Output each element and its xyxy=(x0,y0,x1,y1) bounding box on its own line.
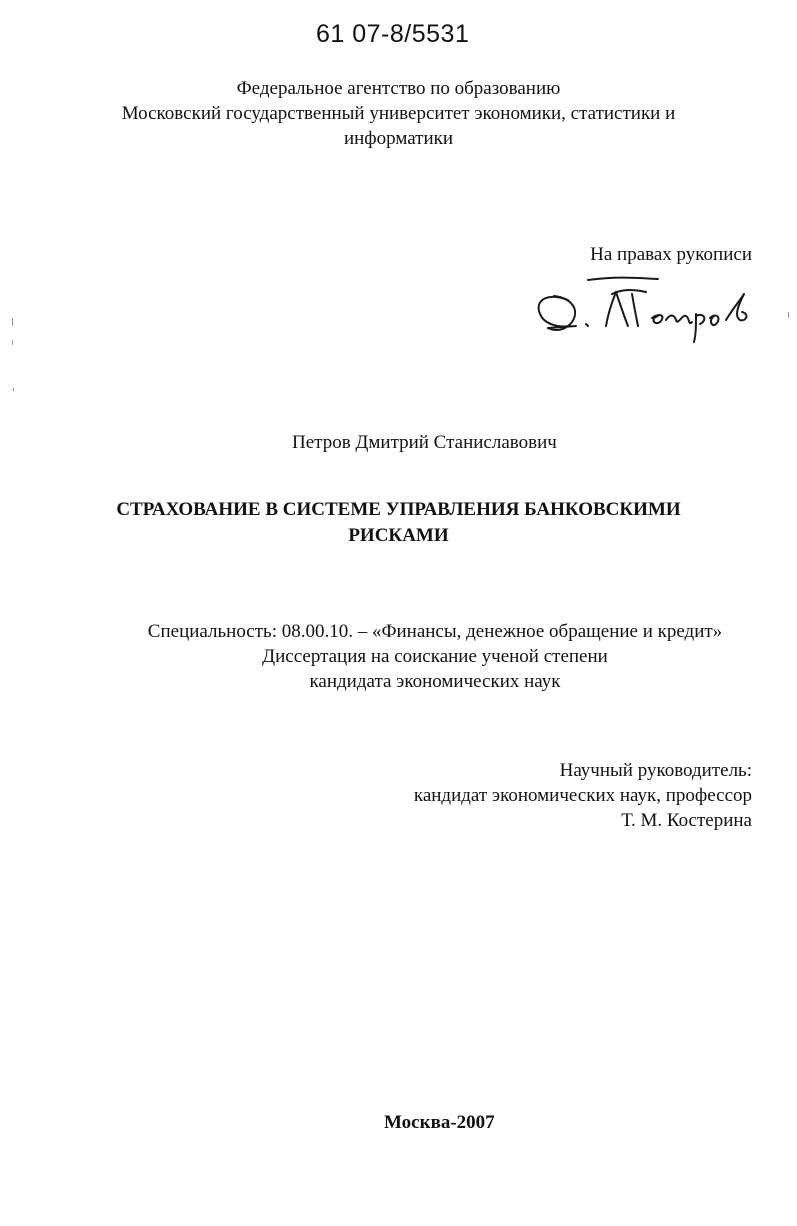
specialty-code: Специальность: 08.00.10. – «Финансы, денежное обращение и кредит» xyxy=(147,621,723,642)
degree-purpose: Диссертация на соискание ученой степени xyxy=(262,646,608,667)
institution-block xyxy=(0,76,797,151)
degree-name: кандидата экономических наук xyxy=(309,671,561,692)
university-name-line2: информатики xyxy=(343,128,454,149)
scan-speck xyxy=(788,312,789,318)
title-line1: СТРАХОВАНИЕ В СИСТЕМЕ УПРАВЛЕНИЯ БАНКОВСКИМИ xyxy=(116,499,681,520)
scan-speck xyxy=(13,388,14,391)
archive-stamp-number: 61 07-8/5531 xyxy=(316,20,470,48)
author-name: Петров Дмитрий Станиславович xyxy=(292,432,557,453)
scan-speck xyxy=(12,318,13,326)
agency-name: Федеральное агентство по образованию xyxy=(236,78,561,99)
handwritten-signature xyxy=(528,270,758,350)
dissertation-title xyxy=(0,497,797,549)
manuscript-rights-note: На правах рукописи xyxy=(590,244,752,265)
specialty-block xyxy=(0,619,797,694)
university-name-line1: Московский государственный университет экономики, статистики и xyxy=(121,103,676,124)
title-line2: РИСКАМИ xyxy=(348,525,449,546)
scan-speck xyxy=(12,340,13,345)
advisor-label: Научный руководитель: xyxy=(559,760,752,781)
city-year: Москва-2007 xyxy=(384,1112,495,1133)
advisor-name: Т. М. Костерина xyxy=(621,810,752,831)
advisor-block xyxy=(414,758,752,833)
advisor-degree: кандидат экономических наук, профессор xyxy=(413,785,752,806)
